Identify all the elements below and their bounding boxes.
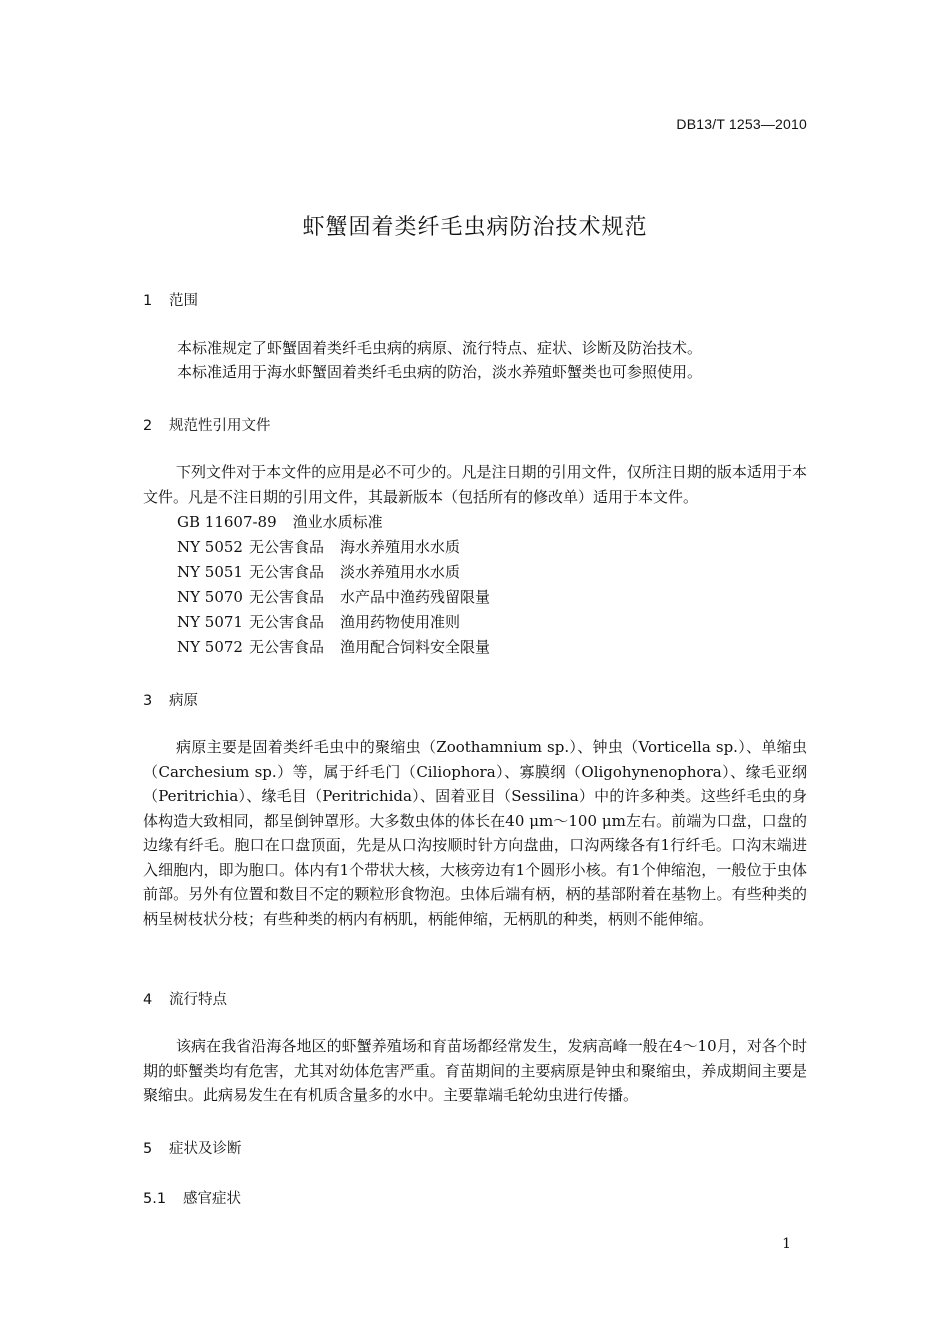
page-number: 1 [782,1236,791,1252]
pathogen-paragraph: 病原主要是固着类纤毛虫中的聚缩虫（Zoothamnium sp.）、钟虫（Vorticella sp.）、单缩虫（Carchesium sp.）等，属于纤毛门（Ciliophora）、寡膜纲（Oligohynenophora）、缘毛亚纲（Peritrichia）、缘毛目（Peritrichida）、固着亚目（Sessilina）中的许多种类。这些纤毛虫的身体构造大致相同，都呈倒钟罩形。大多数虫体的体长在40 μm～100 μm左右。前端为口盘，口盘的边缘有纤毛。胞口在口盘顶面，先是从口沟按顺时针方向盘曲，口沟两缘各有1行纤毛。口沟末端进入细胞内，即为胞口。体内有1个带状大核，大核旁边有1个圆形小核。有1个伸缩泡，一般位于虫体前部。另外有位置和数目不定的颗粒形食物泡。虫体后端有柄，柄的基部附着在基物上。有些种类的柄呈树枝状分枝；有些种类的柄内有柄肌，柄能伸缩，无柄肌的种类，柄则不能伸缩。 [143,738,807,928]
reference-item [177,510,383,535]
section-title: 症状及诊断 [169,1141,242,1157]
reference-item [177,585,490,610]
scope-line-2: 本标准适用于海水虾蟹固着类纤毛虫病的防治，淡水养殖虾蟹类也可参照使用。 [177,363,703,381]
reference-code: NY 5071 [177,613,243,631]
normative-references-paragraph: 下列文件对于本文件的应用是必不可少的。凡是注日期的引用文件，仅所注日期的版本适用于本文件。凡是不注日期的引用文件，其最新版本（包括所有的修改单）适用于本文件。 [143,463,807,506]
section-2-heading [143,414,271,435]
section-title: 病原 [169,693,198,709]
reference-item [177,610,460,635]
section-number: 3 [143,693,153,709]
document-title: 虾蟹固着类纤毛虫病防治技术规范 [302,215,648,240]
reference-category: 无公害食品 [248,563,324,581]
section-number: 1 [143,293,153,309]
section-5-heading [143,1137,242,1158]
reference-code: NY 5052 [177,538,243,556]
reference-item [177,560,460,585]
reference-name: 淡水养殖用水水质 [340,563,461,581]
reference-item [177,635,490,660]
reference-code: GB 11607-89 [177,513,277,531]
section-number: 4 [143,992,153,1008]
reference-name: 渔用配合饲料安全限量 [340,638,491,656]
reference-category: 无公害食品 [248,613,324,631]
reference-category: 无公害食品 [248,638,324,656]
section-title: 规范性引用文件 [169,418,271,434]
reference-code: NY 5072 [177,638,243,656]
epidemiology-paragraph: 该病在我省沿海各地区的虾蟹养殖场和育苗场都经常发生，发病高峰一般在4～10月，对各个时期的虾蟹类均有危害，尤其对幼体危害严重。育苗期间的主要病原是钟虫和聚缩虫，养成期间主要是聚缩虫。此病易发生在有机质含量多的水中。主要靠端毛轮幼虫进行传播。 [143,1037,807,1104]
reference-name: 渔用药物使用准则 [340,613,461,631]
reference-name: 水产品中渔药残留限量 [340,588,491,606]
reference-code: NY 5070 [177,588,243,606]
reference-item [177,535,460,560]
scope-line-1: 本标准规定了虾蟹固着类纤毛虫病的病原、流行特点、症状、诊断及防治技术。 [177,339,703,357]
section-4-heading [143,988,227,1009]
reference-category: 无公害食品 [248,538,324,556]
section-title: 流行特点 [169,992,227,1008]
section-5-1-heading [143,1187,241,1208]
reference-name: 渔业水质标准 [292,513,383,531]
section-title: 范围 [169,293,198,309]
section-number: 5 [143,1141,153,1157]
section-3-heading [143,689,198,710]
reference-code: NY 5051 [177,563,243,581]
section-number: 5.1 [143,1191,167,1207]
reference-name: 海水养殖用水水质 [340,538,461,556]
section-number: 2 [143,418,153,434]
section-title: 感官症状 [183,1191,241,1207]
reference-category: 无公害食品 [248,588,324,606]
standard-code: DB13/T 1253—2010 [676,116,807,132]
section-1-heading [143,289,198,310]
